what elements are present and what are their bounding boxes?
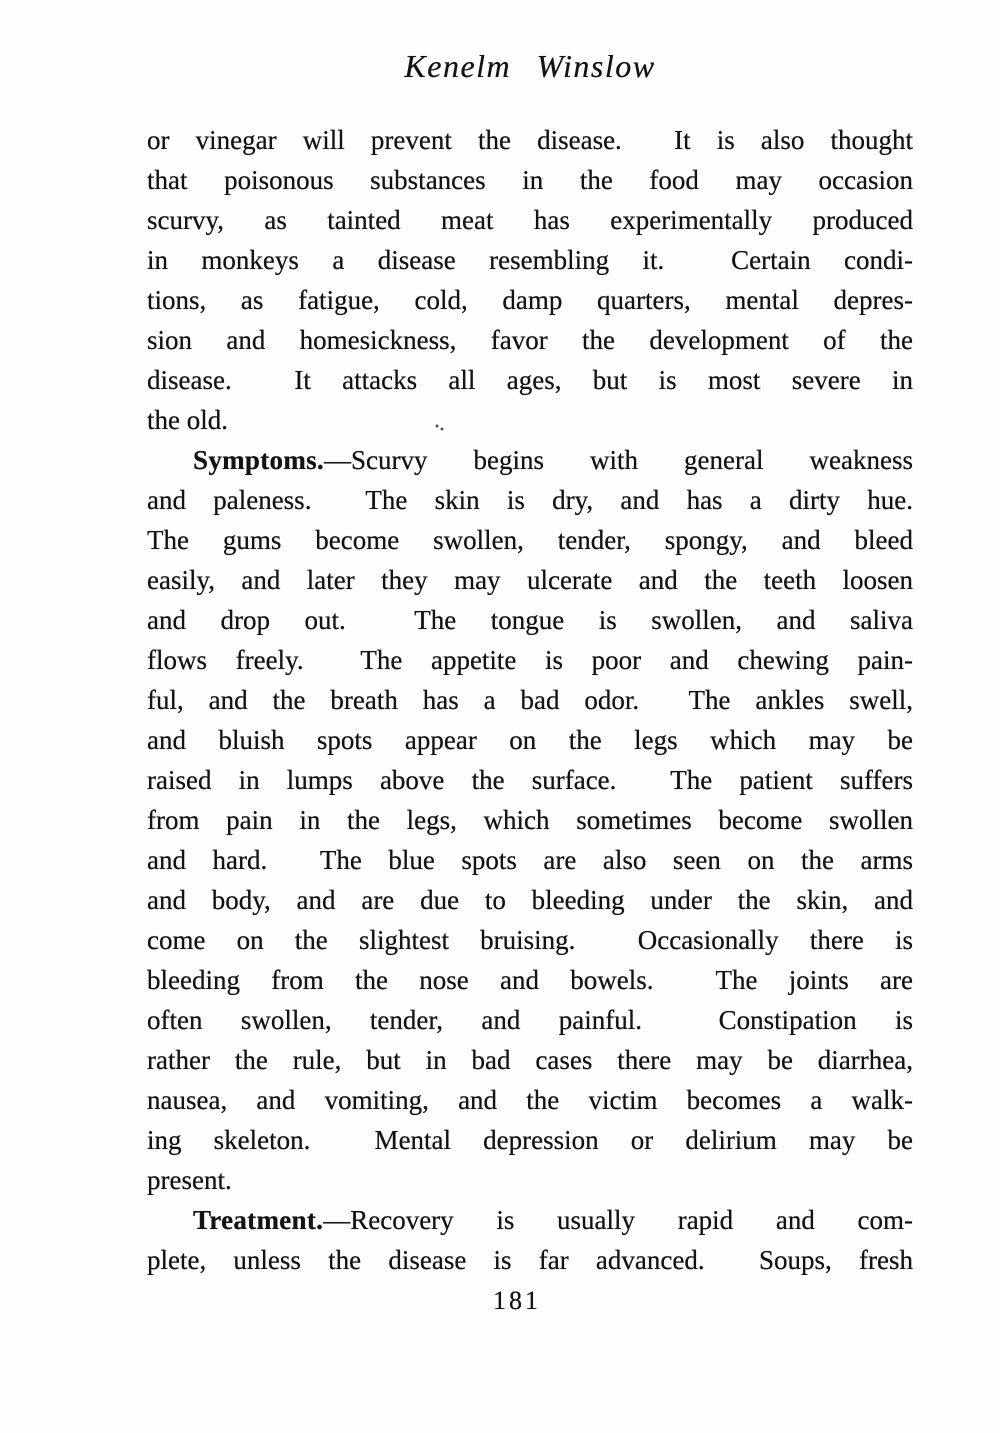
text-line: tions, as fatigue, cold, damp quarters, mental depres- xyxy=(147,285,913,315)
ink-artifact xyxy=(434,424,444,431)
text-line: rather the rule, but in bad cases there may be diarrhea, xyxy=(147,1045,913,1075)
text-line: and drop out. The tongue is swollen, and saliva xyxy=(147,605,913,635)
text-line: bleeding from the nose and bowels. The joints are xyxy=(147,965,913,995)
text-line: flows freely. The appetite is poor and chewing pain- xyxy=(147,645,913,675)
text-line: from pain in the legs, which sometimes become swollen xyxy=(147,805,913,835)
text-line: ing skeleton. Mental depression or delirium may be xyxy=(147,1125,913,1155)
text-line: and body, and are due to bleeding under the skin, and xyxy=(147,885,913,915)
text-line: and hard. The blue spots are also seen on the arms xyxy=(147,845,913,875)
text-line: The gums become swollen, tender, spongy, and bleed xyxy=(147,525,913,555)
text-line: often swollen, tender, and painful. Constipation is xyxy=(147,1005,913,1035)
running-header: Kenelm Winslow xyxy=(404,48,656,84)
text-line: nausea, and vomiting, and the victim becomes a walk- xyxy=(147,1085,913,1115)
text-line: or vinegar will prevent the disease. It is also thought xyxy=(147,125,913,155)
text-line: the old. xyxy=(147,405,228,435)
text-line: ful, and the breath has a bad odor. The ankles swell, xyxy=(147,685,913,715)
text-line: and paleness. The skin is dry, and has a dirty hue. xyxy=(147,485,913,515)
text-line: easily, and later they may ulcerate and the teeth loosen xyxy=(147,565,913,595)
text-line: come on the slightest bruising. Occasionally there is xyxy=(147,925,913,955)
text-line: sion and homesickness, favor the development of the xyxy=(147,325,913,355)
text-line: disease. It attacks all ages, but is most severe in xyxy=(147,365,913,395)
text-line: and bluish spots appear on the legs which may be xyxy=(147,725,913,755)
body-text xyxy=(147,120,913,1280)
paragraph-lead: Treatment. xyxy=(193,1205,324,1235)
text-line: Treatment.—Recovery is usually rapid and com- xyxy=(193,1205,913,1235)
text-line: in monkeys a disease resembling it. Certain condi- xyxy=(147,245,913,275)
text-line: scurvy, as tainted meat has experimentally produced xyxy=(147,205,913,235)
text-line: that poisonous substances in the food may occasion xyxy=(147,165,913,195)
page-number: 181 xyxy=(493,1286,541,1315)
text-line: plete, unless the disease is far advanced. Soups, fresh xyxy=(147,1245,913,1275)
text-line: raised in lumps above the surface. The patient suffers xyxy=(147,765,913,795)
text-line: present. xyxy=(147,1165,232,1195)
paragraph-lead: Symptoms. xyxy=(193,445,324,475)
text-line: Symptoms.—Scurvy begins with general weakness xyxy=(193,445,913,475)
